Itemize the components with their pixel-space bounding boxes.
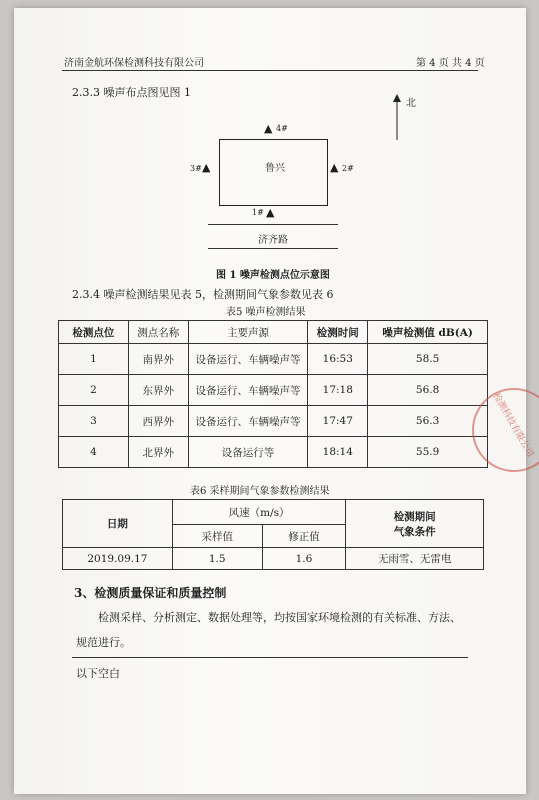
header-weather — [346, 500, 484, 548]
header-name: 测点名称 — [128, 321, 188, 344]
road-upper-edge — [208, 224, 338, 225]
document-page — [14, 8, 536, 794]
section-3-body-line2: 规范进行。 — [76, 636, 131, 649]
header-wind: 风速（m/s） — [172, 500, 346, 525]
site-label: 鲁兴 — [265, 163, 285, 174]
point-1-label: 1# — [252, 208, 264, 217]
table-row — [63, 548, 484, 570]
header-date: 日期 — [63, 500, 173, 548]
header-point: 检测点位 — [59, 321, 129, 344]
table6-caption: 表6 采样期间气象参数检测结果 — [190, 486, 330, 497]
header-weather-line2: 气象条件 — [393, 525, 436, 538]
point-3-label: 3# — [190, 164, 202, 173]
cell-point: 3 — [59, 406, 129, 437]
cell-name: 东界外 — [128, 375, 188, 406]
cell-value: 56.3 — [368, 406, 488, 437]
road-label: 济齐路 — [258, 235, 288, 246]
section-3-body-line1: 检测采样、分析测定、数据处理等，均按国家环境检测的有关标准、方法、 — [98, 611, 461, 624]
cell-value: 56.8 — [368, 375, 488, 406]
cell-source: 设备运行、车辆噪声等 — [188, 344, 308, 375]
north-label: 北 — [406, 98, 416, 109]
point-4-label: 4# — [276, 124, 288, 133]
point-3-icon: ▲ — [202, 161, 211, 174]
cell-time: 18:14 — [308, 437, 368, 468]
end-rule — [72, 657, 468, 658]
section-3-title: 3、检测质量保证和质量控制 — [74, 586, 227, 600]
cell-point: 4 — [59, 437, 129, 468]
weather-params-table — [62, 499, 484, 570]
cell-corrected: 1.6 — [262, 548, 346, 570]
table-row — [59, 406, 488, 437]
figure-caption: 图 1 噪声检测点位示意图 — [216, 270, 330, 281]
cell-time: 16:53 — [308, 344, 368, 375]
table6-header-row — [63, 500, 484, 525]
cell-time: 17:47 — [308, 406, 368, 437]
cell-name: 西界外 — [128, 406, 188, 437]
header-weather-line1: 检测期间 — [393, 510, 436, 523]
noise-results-table — [58, 320, 488, 468]
page-number: 第 4 页 共 4 页 — [416, 58, 485, 69]
header-rule — [62, 70, 478, 71]
section-2-3-4-title: 2.3.4 噪声检测结果见表 5，检测期间气象参数见表 6 — [72, 288, 334, 301]
point-2-icon: ▲ — [330, 161, 339, 174]
header-corrected: 修正值 — [262, 525, 346, 548]
north-arrow-icon — [390, 92, 404, 142]
table-row — [59, 344, 488, 375]
road-lower-edge — [208, 248, 338, 249]
cell-point: 1 — [59, 344, 129, 375]
cell-name: 北界外 — [128, 437, 188, 468]
header-value: 噪声检测值 dB(A) — [368, 321, 488, 344]
header-sample: 采样值 — [172, 525, 262, 548]
point-4-icon: ▲ — [264, 122, 273, 135]
company-name: 济南金航环保检测科技有限公司 — [64, 58, 204, 69]
cell-source: 设备运行、车辆噪声等 — [188, 375, 308, 406]
seal-text: 检测科技有限公司 — [490, 391, 536, 459]
cell-sample: 1.5 — [172, 548, 262, 570]
header-time: 检测时间 — [308, 321, 368, 344]
section-2-3-3-title: 2.3.3 噪声布点图见图 1 — [72, 86, 191, 99]
point-2-label: 2# — [342, 164, 354, 173]
cell-date: 2019.09.17 — [63, 548, 173, 570]
table-row — [59, 437, 488, 468]
table-row — [59, 375, 488, 406]
table5-caption: 表5 噪声检测结果 — [226, 307, 306, 318]
cell-time: 17:18 — [308, 375, 368, 406]
cell-value: 55.9 — [368, 437, 488, 468]
cell-weather: 无雨雪、无雷电 — [346, 548, 484, 570]
cell-value: 58.5 — [368, 344, 488, 375]
cell-source: 设备运行、车辆噪声等 — [188, 406, 308, 437]
cell-point: 2 — [59, 375, 129, 406]
point-1-icon: ▲ — [266, 206, 275, 219]
cell-source: 设备运行等 — [188, 437, 308, 468]
table5-header-row — [59, 321, 488, 344]
header-source: 主要声源 — [188, 321, 308, 344]
blank-below-label: 以下空白 — [76, 667, 120, 680]
cell-name: 南界外 — [128, 344, 188, 375]
